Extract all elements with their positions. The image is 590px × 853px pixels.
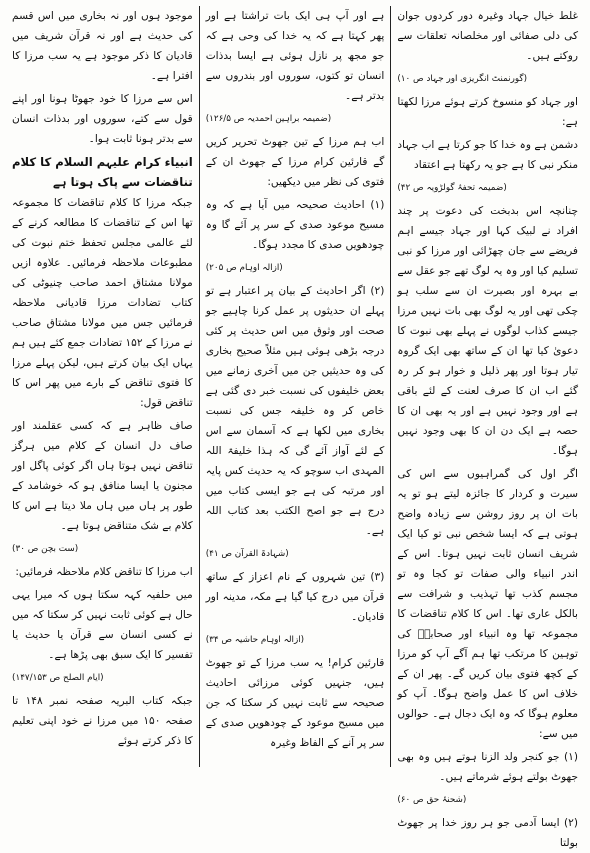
- paragraph: اب ہم مرزا کے تین جھوٹ تحریر کریں گے قارئین کرام مرزا کے جھوٹ ان کے فتوی کی نظر میں دیکھیں:: [205, 136, 385, 188]
- reference-citation: (ازالہ اوہام حاشیہ ص ۳۴): [205, 635, 305, 645]
- reference-citation: (شحنۂ حق ص ۶۰): [397, 795, 467, 805]
- paragraph: (۳) تین شہروں کے نام اعزاز کے ساتھ قرآن میں درج کیا گیا ہے مکہ، مدینہ اور قادیان۔: [205, 571, 385, 623]
- paragraph: موجود ہوں اور نہ بخاری میں اس قسم کی حدیث ہے اور نہ قرآن شریف میں قادیان کا ذکر موجود ہے یہ سب مرزا کا افترا ہے۔: [12, 10, 193, 82]
- columns: [6, 6, 584, 849]
- paragraph: غلط خیال جہاد وغیرہ دور کردوں جوان کی دلی صفائی اور مخلصانہ تعلقات سے روکتے ہیں۔: [397, 10, 578, 62]
- paragraph: ہے اور آپ ہی ایک بات تراشتا ہے اور پھر کہتا ہے کہ یہ خدا کی وحی ہے کہ جو مجھ پر نازل ہوئی ہے ایسا بدذات انسان تو کتوں، سوروں اور بندروں سے بدتر ہے۔: [205, 10, 385, 102]
- reference-citation: (ضمیمہ براہین احمدیہ ص ۱۲۶/۵): [205, 114, 332, 124]
- paragraph: جبکہ مرزا کا کلام تناقضات کا مجموعہ تھا اس کے تناقضات کا مطالعہ کرنے کے لئے عالمی مجلس تحفظ ختم نبوت کی مطبوعات ملاحظہ فرمائیں۔ علاوہ ازیں مولانا مشتاق احمد صاحب چنیوٹی کی کتاب تضادات مرزا قادیانی ملاحظہ فرمائیں جس میں مولانا مشتاق صاحب نے مرزا کے ۱۵۲ تضادات جمع کئے ہیں ہم یہاں ایک بیان کرتے ہیں، لیکن پہلے مرزا کا فتوی تناقض کے بارے میں پھر اس کا تناقض قول:: [12, 197, 193, 409]
- quotation: میں حلفیہ کہہ سکتا ہوں کہ میرا یہی حال ہے کوئی ثابت نہیں کر سکتا کہ میں نے کسی انسان سے قرآن یا حدیث یا تفسیر کا ایک سبق بھی پڑھا ہے۔: [12, 589, 193, 661]
- column-right: [391, 6, 584, 849]
- paragraph: قارئین کرام! یہ سب مرزا کے تو جھوٹ ہیں، جنہیں کوئی مرزائی احادیث صحیحہ سے ثابت نہیں کر سکتا کہ جن میں مسیح موعود کے چودھویں صدی کے سر پر آنے کے الفاظ وغیرہ: [205, 657, 385, 749]
- paragraph: اس سے مرزا کا خود جھوٹا ہونا اور اپنے قول سے کتے، سوروں اور بدذات انسان سے بدتر ہونا ثابت ہوا۔: [12, 93, 193, 145]
- paragraph: چنانچہ اس بدبخت کی دعوت پر چند افراد نے لبیک کہا اور جہاد جیسے اہم فریضے سے جان چھڑائی اور مرزا کو نبی تسلیم کیا اور وہ یہ لوگ تھے جو عقل سے بے بہرہ اور بصیرت ان سے سلب ہو چکی تھی اور یہ لوگ بھی بات نہیں مرزا جیسے کذاب لوگوں نے پہلے بھی نبوت کا دعویٰ کیا تھا ان کے ساتھ بھی ایک گروہ تیار ہوتا اور پھر ذلیل و خوار ہو کر رہ گئے اب ان کا صرف لعنت کے لئے باقی ہے اور وجود نہیں ہے اور یہ بھی ان کا حصہ ہے ایک دن ان کا بھی وجود نہیں ہوگا۔: [397, 205, 578, 457]
- paragraph: دشمن ہے وہ خدا کا جو کرتا ہے اب جہاد منکر نبی کا ہے جو یہ رکھتا ہے اعتقاد: [397, 139, 578, 171]
- quotation: صاف ظاہر ہے کہ کسی عقلمند اور صاف دل انسان کے کلام میں ہرگز تناقض نہیں ہوتا ہاں اگر کوئی پاگل اور مجنون یا ایسا منافق ہو کہ خوشامد کے طور پر ہاں میں ہاں ملا دیتا ہے اس کا کلام بے شک متناقض ہوتا ہے۔: [12, 420, 193, 532]
- reference-citation: (گورنمنٹ انگریزی اور جہاد ص ۱۰): [397, 74, 528, 84]
- reference-citation: (شہادۃ القرآن ص ۴۱): [205, 549, 289, 559]
- section-heading: انبیاء کرام علیہم السلام کا کلام تناقضات سے پاک ہوتا ہے: [12, 155, 193, 189]
- paragraph: اور جہاد کو منسوخ کرتے ہوئے مرزا لکھتا ہے:: [397, 96, 578, 128]
- paragraph: (۲) ایسا آدمی جو ہر روز خدا پر جھوٹ بولتا: [397, 817, 578, 849]
- reference-citation: (ضمیمہ تحفۂ گولڑویہ ص ۴۲): [397, 183, 507, 193]
- paragraph: اب مرزا کا تناقض کلام ملاحظہ فرمائیں:: [15, 566, 193, 578]
- paragraph: اگر اول کی گمراہیوں سے اس کی سیرت و کردار کا جائزہ لیتے ہو تو یہ بات ان پر روز روشن سے زیادہ واضح ہوتی ہے کہ ایسا شخص نبی تو کیا ایک شریف انسان ثابت نہیں ہوتا۔ اس کے اندر انبیاء والی صفات تو کجا وہ تو مجسم کذب تھا تہذیب و شرافت سے بالکل عاری تھا۔ اس کا کلام تناقضات کا مجموعہ تھا وہ انبیاء اور صحابہؓ کی توہین کا مرتکب تھا ہم آگے آپ کو مرزا کے کچھ فتوی بیان کریں گے۔ پھر ان کے خلاف اس کا عمل واضح ہوگا۔ آپ کو معلوم ہوگا کہ وہ ایک دجال ہے۔ حوالوں میں سے:: [397, 468, 578, 740]
- paragraph: (۱) احادیث صحیحہ میں آیا ہے کہ وہ مسیح موعود صدی کے سر پر آئے گا وہ چودھویں صدی کا مجدد ہوگا۔: [205, 199, 385, 251]
- column-left: [6, 6, 199, 767]
- column-middle: [199, 6, 392, 767]
- paragraph: جبکہ کتاب البریہ صفحہ نمبر ۱۴۸ تا صفحہ ۱۵۰ میں مرزا نے خود اپنی تعلیم کا ذکر کرتے ہوئے: [12, 695, 193, 747]
- reference-citation: (ازالہ اوہام ص ۲۰۵): [205, 263, 283, 273]
- paragraph: (۲) اگر احادیث کے بیان پر اعتبار ہے تو پہلے ان حدیثوں پر عمل کرنا چاہیے جو صحت اور وثوق میں اس حدیث پر کئی درجہ بڑھی ہوئی ہیں مثلاً صحیح بخاری کی وہ حدیثیں جن میں آخری زمانے میں بعض خلیفوں کی نسبت خبر دی گئی ہے خاص کر وہ خلیفہ جس کی نسبت بخاری میں لکھا ہے کہ آسمان سے اس کے لئے آواز آئے گی کہ ہذا خلیفۃ اللہ المہدی اب سوچو کہ یہ حدیث کس پایہ اور مرتبہ کی ہے جو ایسی کتاب میں درج ہے جو اصح الکتب بعد کتاب اللہ ہے۔: [205, 285, 385, 537]
- paragraph: (۱) جو کنجر ولد الزنا ہوتے ہیں وہ بھی جھوٹ بولتے ہوئے شرماتے ہیں۔: [397, 751, 578, 783]
- reference-citation: (ست بچن ص ۳۰): [12, 544, 79, 554]
- reference-citation: (ایام الصلح ص ۱۴۷/۱۵۳): [12, 673, 104, 683]
